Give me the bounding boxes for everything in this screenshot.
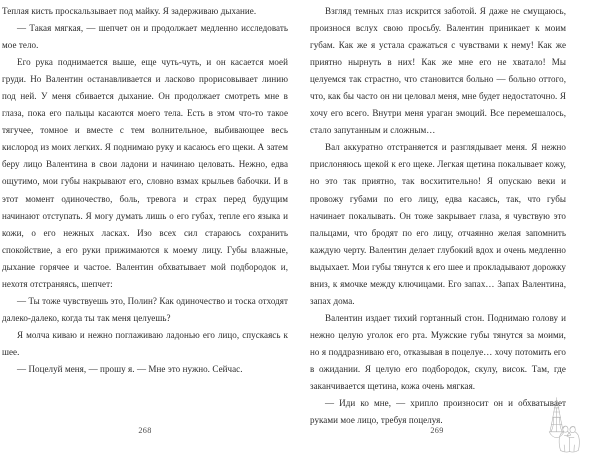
paragraph: Его рука поднимается выше, еще чуть-чуть, и он касается моей груди. Но Валентин останавливается и ласково прорисовывает линию под ней. У меня сбивается дыхание. Он продолжает смотреть мне в глаза, пока его пальцы касаются моего тела. Есть в этом что-то такое тягучее, томное и вместе с тем волнительное, выбивающее весь кислород из моих легких. Я поднимаю руку и касаюсь его щеки. А затем беру лицо Валентина в свои ладони и начинаю целовать. Нежно, едва ощутимо, мои губы накрывают его, словно взмах крыльев бабочки. И в этот момент одиночество, боль, тревога и страх перед будущим начинают отступать. Я могу думать лишь о его губах, тепле его языка и кожи, о его нежных ласках. Изо всех сил стараюсь сохранить спокойствие, а его руки прижимаются к моему лицу. Губы влажные, дыхание горячее и частое. Валентин обхватывает мой подбородок и, нехотя отстраняясь, шепчет: <box>2 57 288 289</box>
right-page-body <box>310 3 566 429</box>
right-page <box>300 0 600 459</box>
paragraph: — Такая мягкая, — шепчет он и продолжает медленно исследовать мое тело. <box>2 23 288 51</box>
paragraph: Вал аккуратно отстраняется и разглядывает меня. Я нежно прислоняюсь щекой к его щеке. Легкая щетина покалывает кожу, но это так приятно, так восхитительно! Я опускаю веки и провожу губами по его лицу, едва касаясь, так, что губы начинает покалывать. Он тоже закрывает глаза, я чувствую это пальцами, что бродят по его лицу, отчаянно желая запомнить каждую черту. Валентин делает глубокий вдох и очень медленно выдыхает. Мои губы тянутся к его шее и прокладывают дорожку вниз, к ямочке между ключицами. Его запах… Запах Валентина, запах дома. <box>310 142 566 306</box>
page-number-left: 268 <box>138 426 152 435</box>
paragraph: — Ты тоже чувствуешь это, Полин? Как одиночество и тоска отходят далеко-далеко, когда ты так меня целуешь? <box>2 295 288 323</box>
left-page-body <box>2 3 288 378</box>
page-number-right: 269 <box>430 426 444 435</box>
paragraph: Взгляд темных глаз искрится заботой. Я даже не смущаюсь, произнося вслух свою просьбу. Валентин приникает к моим губам. Как же я устала сражаться с чувствами к нему! Как же приятно нырнуть в них! Как же мне его не хватало! Мы целуемся так страстно, что становится больно — больно оттого, что, как бы часто он ни целовал меня, мне будет недостаточно. Я хочу его всего. Внутри меня ураган эмоций. Все перемешалось, стало запутанным и сложным… <box>310 6 566 136</box>
paragraph: — Иди ко мне, — хрипло произносит он и обхватывает руками мое лицо, требуя поцелуя. <box>310 398 566 426</box>
paragraph: Валентин издает тихий гортанный стон. Поднимаю голову и нежно целую уголок его рта. Мужские губы тянутся за моими, но я поддразниваю его, отказывая в поцелуе… хочу потомить его в ожидании. Я целую его подбородок, скулу, висок. Там, где заканчивается щетина, кожа очень мягкая. <box>310 312 566 392</box>
paragraph: Я молча киваю и нежно поглаживаю ладонью его лицо, спускаясь к шее. <box>2 329 288 357</box>
paragraph: — Поцелуй меня, — прошу я. — Мне это нужно. Сейчас. <box>17 363 243 374</box>
paragraph: Теплая кисть проскальзывает под майку. Я задерживаю дыхание. <box>2 6 257 16</box>
